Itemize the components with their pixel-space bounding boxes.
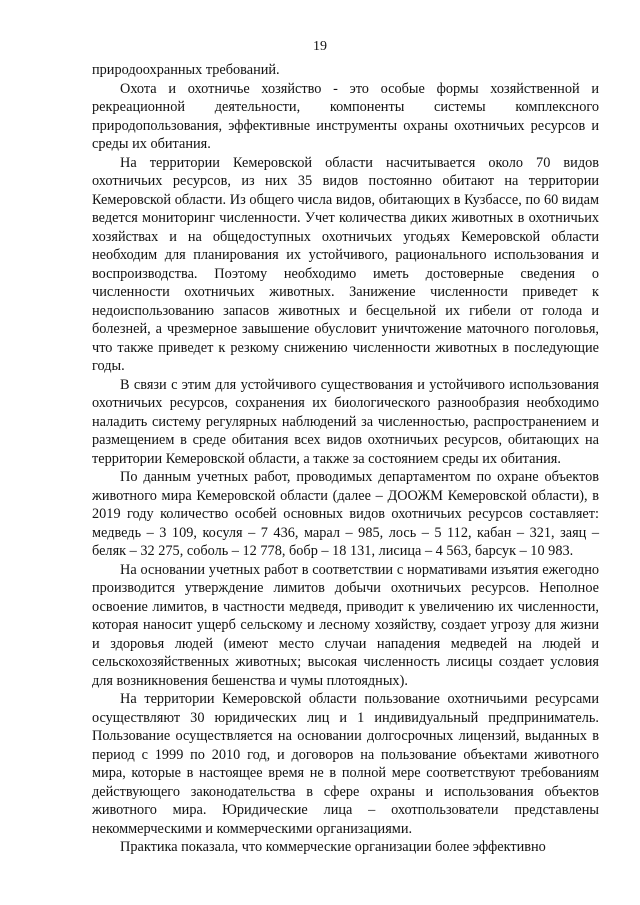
paragraph-hunting-definition: Охота и охотничье хозяйство - это особые формы хозяйственной и рекреационной деятельности, компоненты системы комплексного природопользования, эффективные инструменты охраны охотничьих ресурсов и среды их обитания. bbox=[92, 80, 599, 152]
paragraph-limits: На основании учетных работ в соответствии с нормативами изъятия ежегодно производится утверждение лимитов добычи охотничьих ресурсов. Неполное освоение лимитов, в частности медведя, приводит к увеличению их численности, которая наносит ущерб сельскому и лесному хозяйству, создает угрозу для жизни и здоровья людей (имеют место случаи нападения медведей на людей и сельскохозяйственных животных; высокая численность лисицы создает условия для возникновения бешенства и чумы плотоядных). bbox=[92, 561, 599, 689]
paragraph-practice: Практика показала, что коммерческие организации более эффективно bbox=[120, 839, 546, 855]
page-number: 19 bbox=[313, 39, 327, 54]
paragraph-continuation: природоохранных требований. bbox=[92, 62, 280, 78]
paragraph-species-count: На территории Кемеровской области насчитывается около 70 видов охотничьих ресурсов, из них 35 видов постоянно обитают на территории Кемеровской области. Из общего числа видов, обитающих в Кузбассе, по 60 видам ведется мониторинг численности. Учет количества диких животных в охотничьих хозяйствах и на общедоступных охотничьих угодьях Кемеровской области необходим для планирования их устойчивого, рационального использования и воспроизводства. Поэтому необходимо иметь достоверные сведения о численности охотничьих животных. Занижение численности приведет к недоиспользованию запасов животных и бесцельной их гибели от голода и болезней, а чрезмерное завышение обусловит уничтожение маточного поголовья, что также приведет к резкому снижению численности животных в последующие годы. bbox=[92, 154, 599, 374]
paragraph-hunting-users: На территории Кемеровской области пользование охотничьими ресурсами осуществляют 30 юридических лиц и 1 индивидуальный предприниматель. Пользование осуществляется на основании долгосрочных лицензий, выданных в период с 1999 по 2010 год, и договоров на пользование объектами животного мира, которые в настоящее время не в полной мере соответствуют требованиям действующего законодательства в сфере охраны и использования объектов животного мира. Юридические лица – охотпользователи представлены некоммерческими и коммерческими организациями. bbox=[92, 691, 599, 837]
paragraph-monitoring-system: В связи с этим для устойчивого существования и устойчивого использования охотничьих ресурсов, сохранения их биологического разнообразия необходимо наладить систему регулярных наблюдений за численностью, распространением и размещением в среде обитания всех видов охотничьих ресурсов, обитающих на территории Кемеровской области, а также за состоянием среды их обитания. bbox=[92, 376, 599, 467]
paragraph-census-data: По данным учетных работ, проводимых департаментом по охране объектов животного мира Кемеровской области (далее – ДООЖМ Кемеровской области), в 2019 году количество особей основных видов охотничьих ресурсов составляет: медведь – 3 109, косуля – 7 436, марал – 985, лось – 5 112, кабан – 321, заяц – беляк – 32 275, соболь – 12 778, бобр – 18 131, лисица – 4 563, барсук – 10 983. bbox=[92, 469, 599, 559]
document-body bbox=[92, 61, 599, 857]
